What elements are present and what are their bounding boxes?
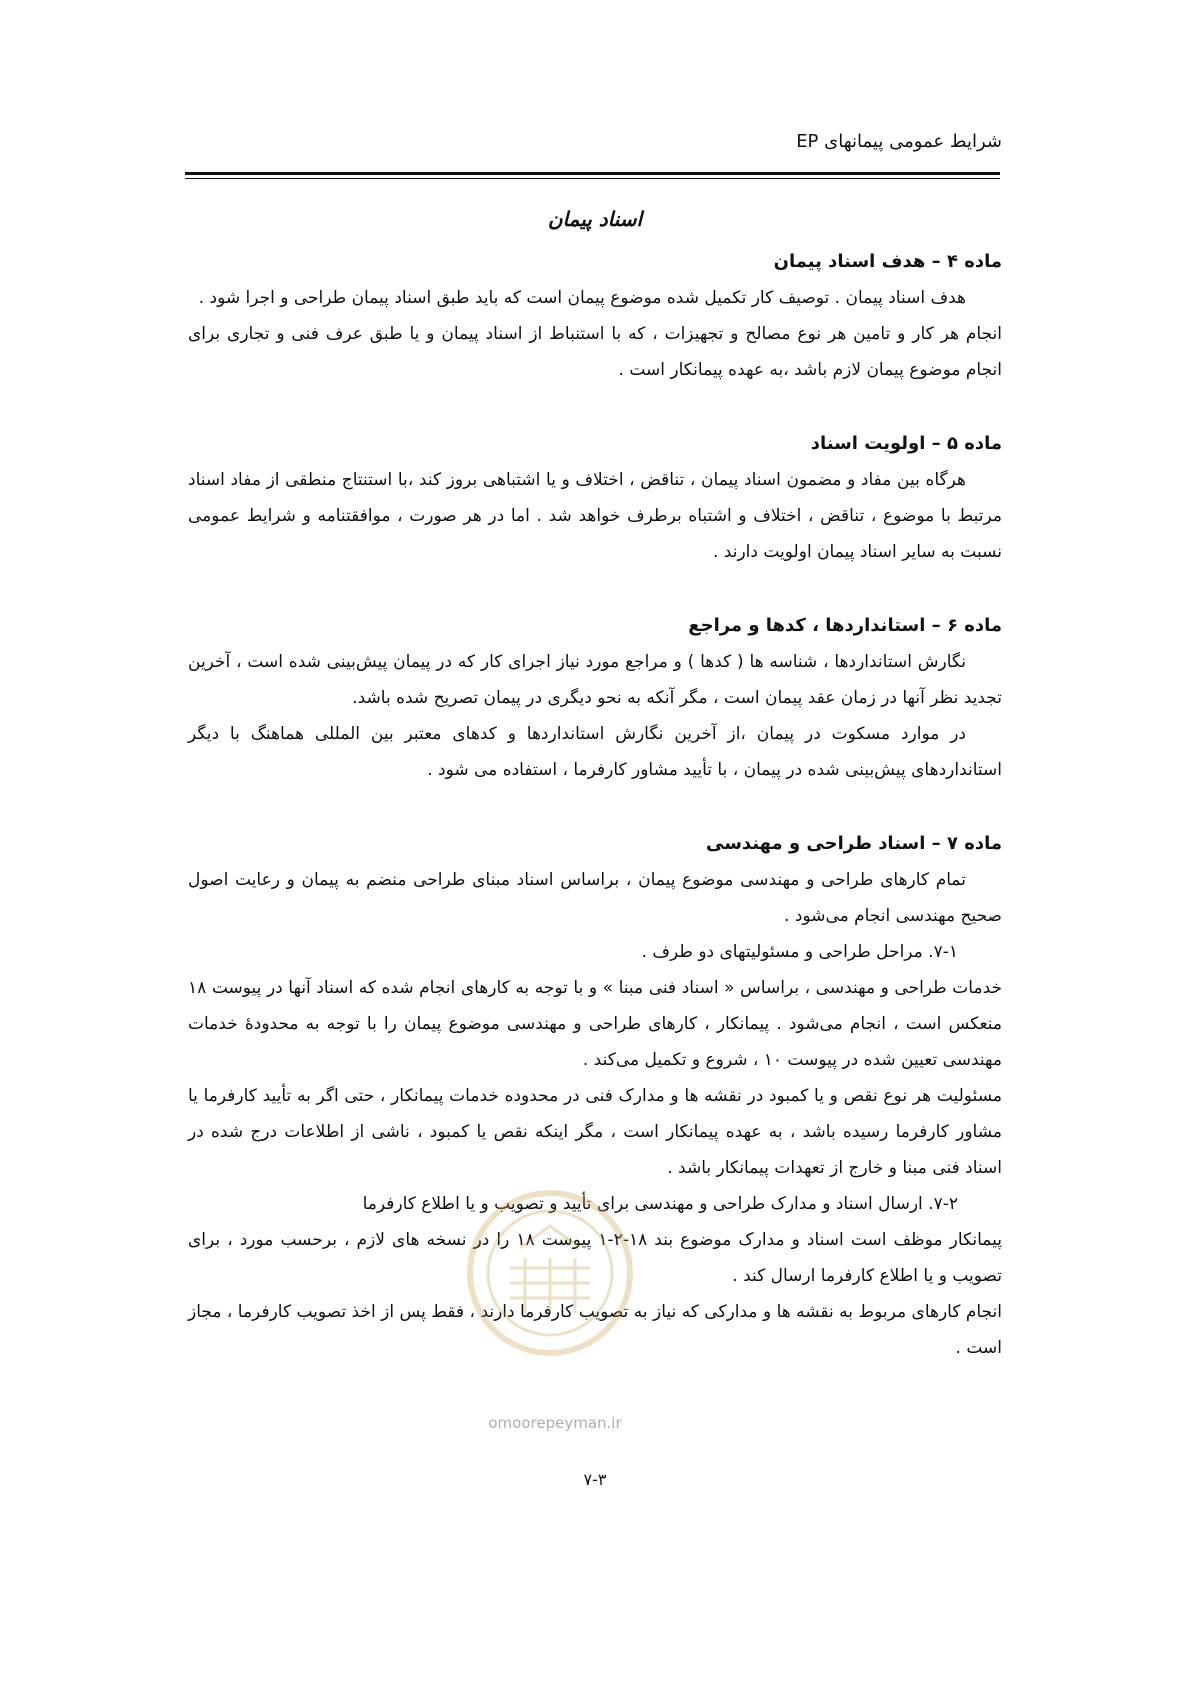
- document-body: [188, 202, 1002, 1404]
- article-6-heading: ماده ۶ – استانداردها ، کدها و مراجع: [688, 615, 1002, 636]
- article-7-2-heading: ۷-۲. ارسال اسناد و مدارک طراحی و مهندسی برای تأیید و تصویب و یا اطلاع کارفرما: [362, 1194, 958, 1214]
- article-6-paragraph-1: نگارش استانداردها ، شناسه ها ( کدها ) و مراجع مورد نیاز اجرای کار که در پیمان پیش‌بینی شده است ، آخرین تجدید نظر آنها در زمان عقد پیمان است ، مگر آنکه به نحو دیگری در پیمان تصریح شده باشد.: [188, 652, 1002, 708]
- article-4-heading: ماده ۴ – هدف اسناد پیمان: [773, 251, 1002, 272]
- watermark-url: omoorepeyman.ir: [488, 1414, 622, 1432]
- header-rule-thick: [185, 172, 1000, 175]
- article-6-paragraph-2: در موارد مسکوت در پیمان ،از آخرین نگارش استانداردها و کدهای معتبر بین المللی هماهنگ با دیگر استانداردهای پیش‌بینی شده در پیمان ، با تأیید مشاور کارفرما ، استفاده می شود .: [188, 724, 1002, 780]
- article-7-intro: تمام کارهای طراحی و مهندسی موضوع پیمان ، براساس اسناد مبنای طراحی منضم به پیمان و رعایت اصول صحیح مهندسی انجام می‌شود .: [188, 870, 1002, 926]
- article-4: [188, 244, 1002, 388]
- article-5-heading: ماده ۵ – اولویت اسناد: [810, 433, 1002, 454]
- article-7: [188, 826, 1002, 1366]
- article-4-paragraph-1: هدف اسناد پیمان . توصیف کار تکمیل شده موضوع پیمان است که باید طبق اسناد پیمان طراحی و اجرا شود .: [198, 288, 966, 308]
- header-rule-thin: [185, 178, 1000, 179]
- article-7-heading: ماده ۷ – اسناد طراحی و مهندسی: [706, 833, 1002, 854]
- document-title: اسناد پیمان: [547, 207, 643, 231]
- article-6: [188, 608, 1002, 788]
- article-7-1-paragraph-1: خدمات طراحی و مهندسی ، براساس « اسناد فنی مبنا » و با توجه به کارهای انجام شده که اسناد آنها در پیوست ۱۸ منعکس است ، انجام می‌شود . پیمانکار ، کارهای طراحی و مهندسی موضوع پیمان را با توجه به محدودهٔ خدمات مهندسی تعیین شده در پیوست ۱۰ ، شروع و تکمیل می‌کند .: [188, 978, 1002, 1070]
- article-7-1-paragraph-2: مسئولیت هر نوع نقص و یا کمبود در نقشه ها و مدارک فنی در محدوده خدمات پیمانکار ، حتی اگر به تأیید کارفرما یا مشاور کارفرما رسیده باشد ، به عهده پیمانکار است ، مگر اینکه نقص یا کمبود ، ناشی از اطلاعات درج شده در اسناد فنی مبنا و خارج از تعهدات پیمانکار باشد .: [188, 1086, 1002, 1178]
- article-5: [188, 426, 1002, 570]
- article-7-2-paragraph-1: پیمانکار موظف است اسناد و مدارک موضوع بند ۱۸-۲-۱ پیوست ۱۸ را در نسخه های لازم ، برحسب مورد ، برای تصویب و یا اطلاع کارفرما ارسال کند .: [188, 1230, 1002, 1286]
- article-4-paragraph-2: انجام هر کار و تامین هر نوع مصالح و تجهیزات ، که با استنباط از اسناد پیمان و یا طبق عرف فنی و تجاری برای انجام موضوع پیمان لازم باشد ،به عهده پیمانکار است .: [188, 324, 1002, 380]
- article-7-2-paragraph-2: انجام کارهای مربوط به نقشه ها و مدارکی که نیاز به تصویب کارفرما دارند ، فقط پس از اخذ تصویب کارفرما ، مجاز است .: [188, 1302, 1002, 1358]
- page-number: ۷-۳: [583, 1470, 607, 1489]
- article-5-paragraph-1: هرگاه بین مفاد و مضمون اسناد پیمان ، تناقض ، اختلاف و یا اشتباهی بروز کند ،با استنتاج منطقی از مفاد اسناد مرتبط با موضوع ، تناقض ، اختلاف و اشتباه برطرف خواهد شد . اما در هر صورت ، موافقتنامه و شرایط عمومی نسبت به سایر اسناد پیمان اولویت دارند .: [188, 470, 1002, 562]
- running-header: شرایط عمومی پیمانهای EP: [796, 131, 1002, 152]
- article-7-1-heading: ۷-۱. مراحل طراحی و مسئولیتهای دو طرف .: [641, 942, 958, 962]
